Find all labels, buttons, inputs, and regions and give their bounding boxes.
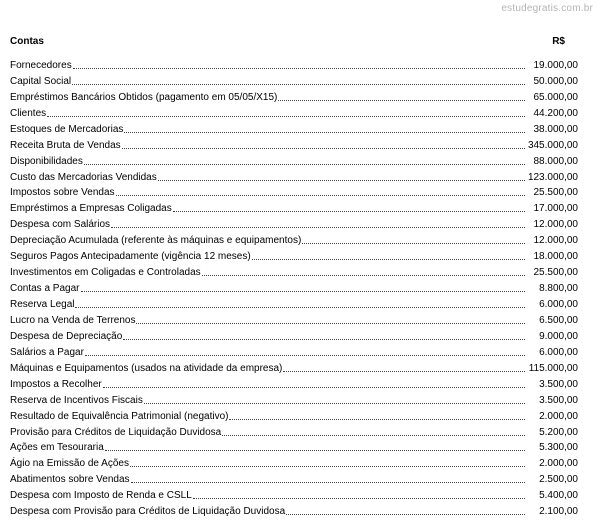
account-value: 19.000,00 <box>533 59 578 71</box>
dot-leader <box>278 100 525 101</box>
dot-leader <box>73 68 525 69</box>
dot-leader <box>136 323 525 324</box>
table-row <box>10 103 578 119</box>
dot-leader <box>130 466 525 467</box>
account-value: 38.000,00 <box>533 123 578 135</box>
account-value: 88.000,00 <box>533 155 578 167</box>
table-row <box>10 135 578 151</box>
account-label: Impostos a Recolher <box>10 378 102 390</box>
header-contas: Contas <box>10 36 44 47</box>
table-header <box>10 36 578 50</box>
dot-leader <box>81 291 526 292</box>
account-label: Contas a Pagar <box>10 283 80 295</box>
dot-leader <box>111 227 525 228</box>
table-row <box>10 438 578 454</box>
dot-leader <box>222 435 525 436</box>
account-label: Fornecedores <box>10 59 72 71</box>
account-value: 65.000,00 <box>533 91 578 103</box>
account-label: Reserva de Incentivos Fiscais <box>10 394 143 406</box>
accounts-table <box>10 55 578 517</box>
account-label: Provisão para Créditos de Liquidação Duvidosa <box>10 426 222 438</box>
dot-leader <box>229 419 525 420</box>
table-row <box>10 501 578 517</box>
table-row <box>10 214 578 230</box>
table-row <box>10 358 578 374</box>
dot-leader <box>85 355 525 356</box>
account-value: 123.000,00 <box>527 171 578 183</box>
account-label: Máquinas e Equipamentos (usados na atividade da empresa) <box>10 362 283 374</box>
account-value: 44.200,00 <box>533 107 578 119</box>
dot-leader <box>158 180 525 181</box>
account-value: 25.500,00 <box>533 187 578 199</box>
account-value: 2.000,00 <box>539 410 578 422</box>
account-label: Resultado de Equivalência Patrimonial (negativo) <box>10 410 229 422</box>
table-row <box>10 294 578 310</box>
table-row <box>10 469 578 485</box>
table-row <box>10 278 578 294</box>
table-row <box>10 485 578 501</box>
account-value: 5.200,00 <box>539 426 578 438</box>
account-label: Receita Bruta de Vendas <box>10 139 121 151</box>
account-value: 18.000,00 <box>533 251 578 263</box>
dot-leader <box>144 403 525 404</box>
dot-leader <box>103 387 525 388</box>
table-row <box>10 246 578 262</box>
dot-leader <box>123 339 525 340</box>
table-row <box>10 151 578 167</box>
account-value: 2.100,00 <box>539 506 578 518</box>
account-value: 3.500,00 <box>539 378 578 390</box>
account-label: Despesa de Depreciação <box>10 330 123 342</box>
account-label: Impostos sobre Vendas <box>10 187 115 199</box>
table-row <box>10 326 578 342</box>
table-row <box>10 406 578 422</box>
account-label: Despesa com Imposto de Renda e CSLL <box>10 490 192 502</box>
header-valor: R$ <box>552 36 565 47</box>
account-label: Ágio na Emissão de Ações <box>10 458 129 470</box>
dot-leader <box>302 243 525 244</box>
account-value: 6.000,00 <box>539 299 578 310</box>
account-value: 12.000,00 <box>533 235 578 247</box>
account-value: 17.000,00 <box>533 203 578 215</box>
table-row <box>10 342 578 358</box>
account-label: Despesa com Provisão para Créditos de Liquidação Duvidosa <box>10 506 286 518</box>
table-row <box>10 55 578 71</box>
table-row <box>10 390 578 406</box>
table-row <box>10 183 578 199</box>
account-label: Estoques de Mercadorias <box>10 123 124 135</box>
watermark-text: estudegratis.com.br <box>501 3 593 14</box>
account-label: Despesa com Salários <box>10 219 111 231</box>
table-row <box>10 198 578 214</box>
table-row <box>10 453 578 469</box>
dot-leader <box>84 164 525 165</box>
table-row <box>10 310 578 326</box>
account-label: Reserva Legal <box>10 299 75 310</box>
account-label: Capital Social <box>10 75 72 87</box>
account-value: 12.000,00 <box>533 219 578 231</box>
dot-leader <box>202 275 525 276</box>
account-label: Investimentos em Coligadas e Controladas <box>10 267 201 279</box>
account-label: Disponibilidades <box>10 155 83 167</box>
account-label: Empréstimos a Empresas Coligadas <box>10 203 172 215</box>
table-row <box>10 374 578 390</box>
account-value: 25.500,00 <box>533 267 578 279</box>
dot-leader <box>124 132 525 133</box>
account-value: 6.500,00 <box>539 314 578 326</box>
dot-leader <box>283 371 525 372</box>
account-value: 50.000,00 <box>533 75 578 87</box>
account-label: Seguros Pagos Antecipadamente (vigência 12 meses) <box>10 251 251 263</box>
account-value: 8.800,00 <box>539 283 578 295</box>
account-value: 345.000,00 <box>527 139 578 151</box>
dot-leader <box>193 498 525 499</box>
dot-leader <box>75 307 525 308</box>
account-label: Ações em Tesouraria <box>10 442 104 454</box>
account-value: 6.000,00 <box>539 346 578 358</box>
account-value: 9.000,00 <box>539 330 578 342</box>
account-value: 5.400,00 <box>539 490 578 502</box>
dot-leader <box>72 84 525 85</box>
table-row <box>10 87 578 103</box>
account-label: Clientes <box>10 107 47 119</box>
dot-leader <box>131 482 525 483</box>
table-row <box>10 230 578 246</box>
dot-leader <box>286 514 525 515</box>
table-row <box>10 71 578 87</box>
account-label: Salários a Pagar <box>10 346 84 358</box>
account-value: 5.300,00 <box>539 442 578 454</box>
account-value: 2.000,00 <box>539 458 578 470</box>
account-value: 3.500,00 <box>539 394 578 406</box>
dot-leader <box>173 211 525 212</box>
dot-leader <box>105 450 525 451</box>
table-row <box>10 422 578 438</box>
dot-leader <box>116 195 525 196</box>
dot-leader <box>252 259 525 260</box>
account-label: Empréstimos Bancários Obtidos (pagamento em 05/05/X15) <box>10 91 278 103</box>
table-row <box>10 167 578 183</box>
account-label: Abatimentos sobre Vendas <box>10 474 130 486</box>
dot-leader <box>47 116 525 117</box>
account-label: Depreciação Acumulada (referente às máquinas e equipamentos) <box>10 235 302 247</box>
account-value: 115.000,00 <box>528 362 578 374</box>
account-label: Custo das Mercadorias Vendidas <box>10 171 157 183</box>
account-label: Lucro na Venda de Terrenos <box>10 314 136 326</box>
dot-leader <box>122 148 525 149</box>
table-row <box>10 119 578 135</box>
table-row <box>10 262 578 278</box>
account-value: 2.500,00 <box>539 474 578 486</box>
